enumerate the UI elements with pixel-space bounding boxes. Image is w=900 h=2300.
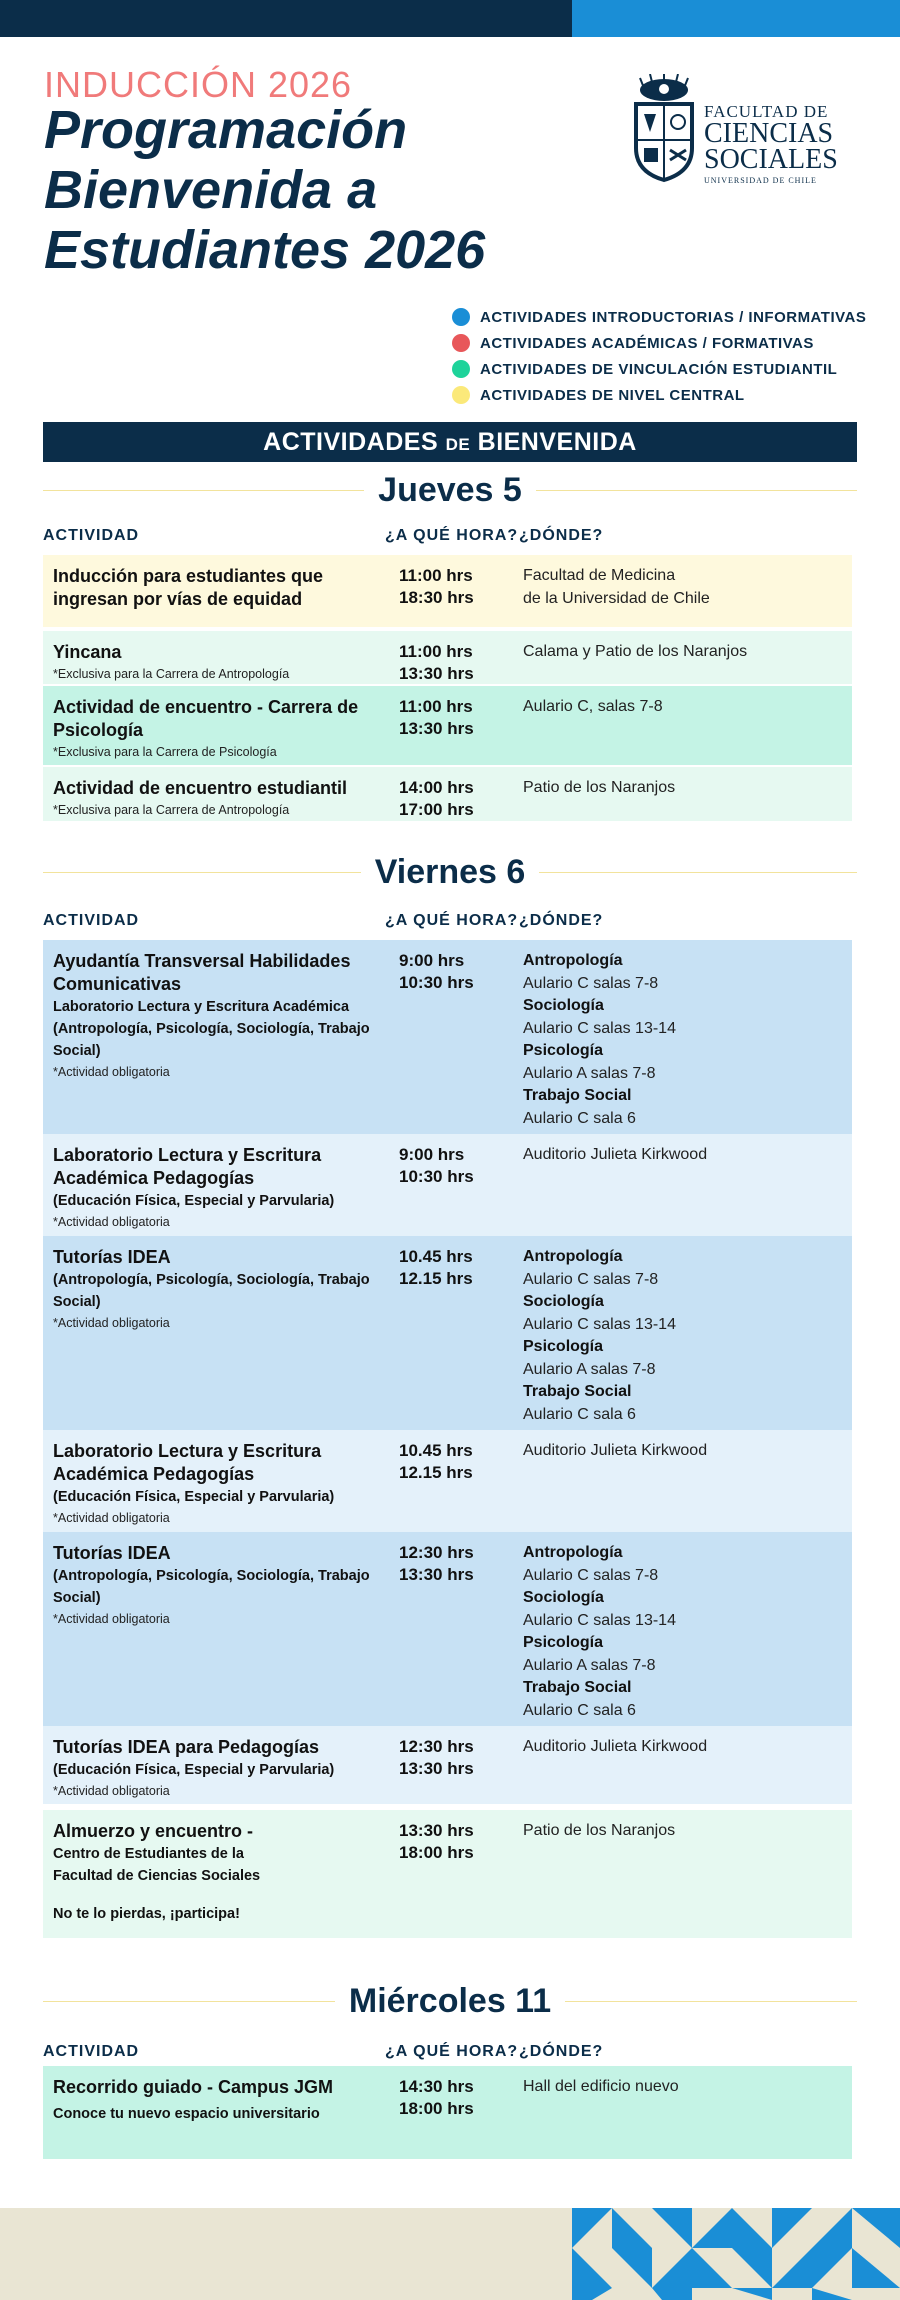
- legend: [452, 304, 866, 408]
- geometric-pattern-icon: [572, 2208, 900, 2300]
- footer-pattern: [572, 2208, 900, 2300]
- top-bar-navy: [0, 0, 572, 37]
- schedule-row: Tutorías IDEA (Antropología, Psicología, Sociología, Trabajo Social) *Actividad obligatoria 10.45 hrs 12.15 hrs Antropología Aulario C salas 7-8 Sociología Aulario C salas 13-14 Psicología Aulario A salas 7-8 Trabajo Social Aulario C sala 6: [43, 1236, 852, 1430]
- schedule-row: Almuerzo y encuentro - Centro de Estudiantes de la Facultad de Ciencias Sociales No te lo pierdas, ¡participa! 13:30 hrs 18:00 hrs Patio de los Naranjos: [43, 1810, 852, 1938]
- day-heading-jueves: Jueves 5: [43, 468, 857, 512]
- legend-item: ACTIVIDADES DE VINCULACIÓN ESTUDIANTIL: [452, 356, 866, 382]
- page-title: Programación Bienvenida a Estudiantes 2026: [44, 100, 486, 280]
- logo-line-3: SOCIALES: [704, 144, 838, 175]
- legend-item: ACTIVIDADES ACADÉMICAS / FORMATIVAS: [452, 330, 866, 356]
- legend-dot-red-icon: [452, 334, 470, 352]
- footer-band: [0, 2208, 572, 2300]
- university-crest-icon: [630, 74, 698, 186]
- column-headers: ACTIVIDAD ¿A QUÉ HORA? ¿DÓNDE?: [43, 2043, 604, 2060]
- faculty-logo: [630, 74, 862, 186]
- column-headers: ACTIVIDAD ¿A QUÉ HORA? ¿DÓNDE?: [43, 527, 604, 544]
- legend-dot-blue-icon: [452, 308, 470, 326]
- schedule-row: Laboratorio Lectura y Escritura Académica Pedagogías (Educación Física, Especial y Parvularia) *Actividad obligatoria 9:00 hrs 10:30 hrs Auditorio Julieta Kirkwood: [43, 1134, 852, 1236]
- schedule-row: Yincana *Exclusiva para la Carrera de Antropología 11:00 hrs 13:30 hrs Calama y Patio de los Naranjos: [43, 631, 852, 684]
- schedule-row: Laboratorio Lectura y Escritura Académica Pedagogías (Educación Física, Especial y Parvularia) *Actividad obligatoria 10.45 hrs 12.15 hrs Auditorio Julieta Kirkwood: [43, 1430, 852, 1532]
- kicker: INDUCCIÓN 2026: [44, 64, 353, 105]
- section-banner: ACTIVIDADES DE BIENVENIDA: [43, 422, 857, 462]
- logo-line-2: CIENCIAS: [704, 118, 834, 149]
- legend-item: ACTIVIDADES DE NIVEL CENTRAL: [452, 382, 866, 408]
- legend-dot-green-icon: [452, 360, 470, 378]
- schedule-row: Ayudantía Transversal Habilidades Comunicativas Laboratorio Lectura y Escritura Académica (Antropología, Psicología, Sociología, Trabajo Social) *Actividad obligatoria 9:00 hrs 10:30 hrs Antropología Aulario C salas 7-8 Sociología Aulario C salas 13-14 Psicología Aulario A salas 7-8 Trabajo Social Aulario C sala 6: [43, 940, 852, 1134]
- schedule-row: Recorrido guiado - Campus JGM Conoce tu nuevo espacio universitario 14:30 hrs 18:00 hrs Hall del edificio nuevo: [43, 2066, 852, 2159]
- schedule-row: Actividad de encuentro estudiantil *Exclusiva para la Carrera de Antropología 14:00 hrs 17:00 hrs Patio de los Naranjos: [43, 767, 852, 821]
- schedule-row: Tutorías IDEA para Pedagogías (Educación Física, Especial y Parvularia) *Actividad obligatoria 12:30 hrs 13:30 hrs Auditorio Julieta Kirkwood: [43, 1726, 852, 1804]
- day-heading-miercoles: Miércoles 11: [43, 1979, 857, 2023]
- schedule-row: Tutorías IDEA (Antropología, Psicología, Sociología, Trabajo Social) *Actividad obligatoria 12:30 hrs 13:30 hrs Antropología Aulario C salas 7-8 Sociología Aulario C salas 13-14 Psicología Aulario A salas 7-8 Trabajo Social Aulario C sala 6: [43, 1532, 852, 1726]
- legend-item: ACTIVIDADES INTRODUCTORIAS / INFORMATIVAS: [452, 304, 866, 330]
- logo-line-4: UNIVERSIDAD DE CHILE: [704, 176, 817, 185]
- day-heading-viernes: Viernes 6: [43, 850, 857, 894]
- column-headers: ACTIVIDAD ¿A QUÉ HORA? ¿DÓNDE?: [43, 912, 604, 929]
- legend-dot-yellow-icon: [452, 386, 470, 404]
- logo-line-1: FACULTAD DE: [704, 102, 829, 121]
- schedule-row: Inducción para estudiantes que ingresan por vías de equidad 11:00 hrs 18:30 hrs Facultad de Medicina de la Universidad de Chile: [43, 555, 852, 627]
- top-bar-blue: [572, 0, 900, 37]
- schedule-row: Actividad de encuentro - Carrera de Psicología *Exclusiva para la Carrera de Psicología 11:00 hrs 13:30 hrs Aulario C, salas 7-8: [43, 686, 852, 765]
